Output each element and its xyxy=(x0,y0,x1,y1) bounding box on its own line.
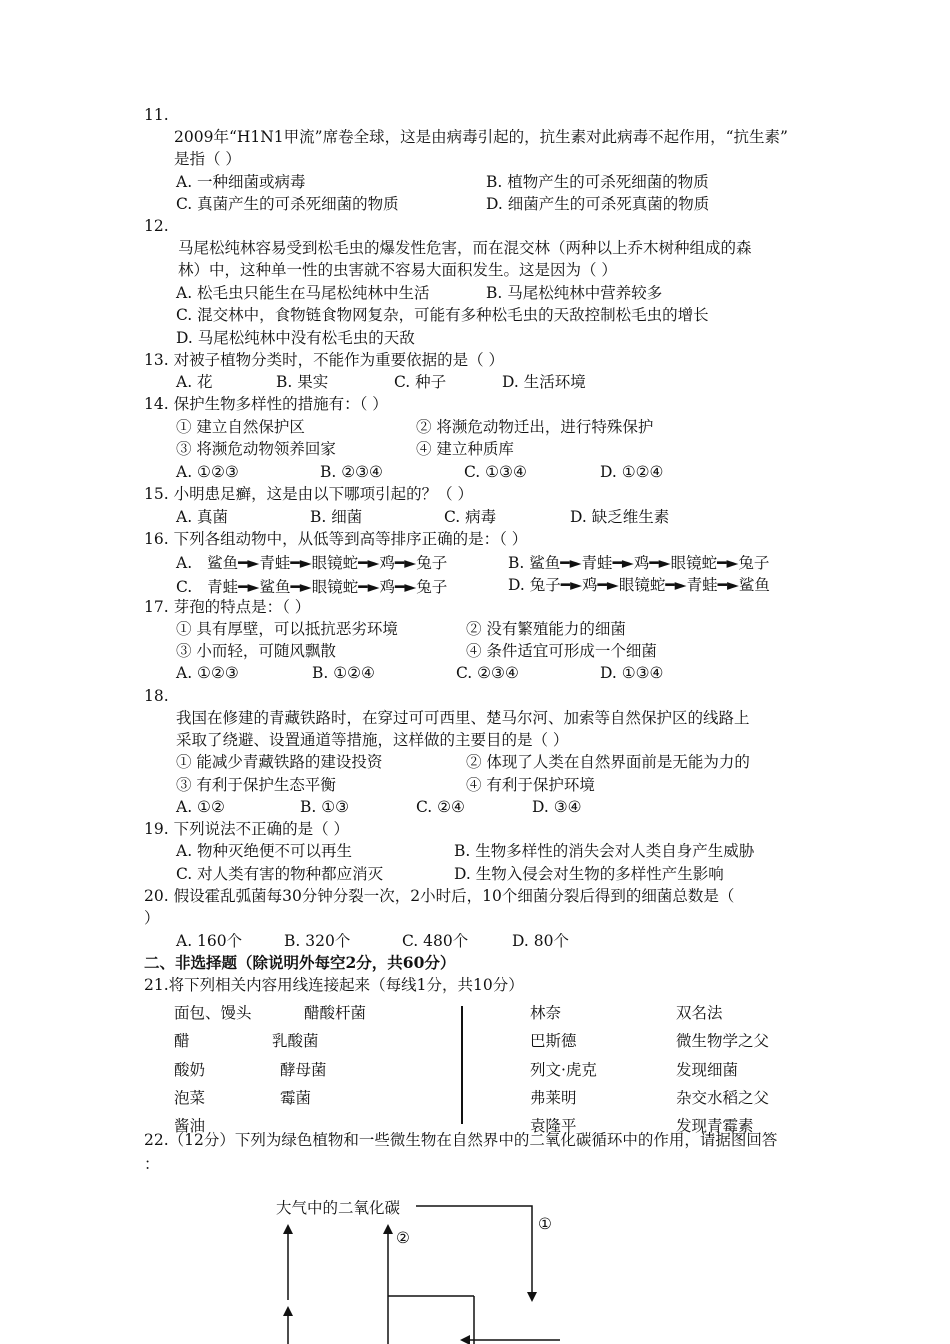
q21-right-col1-item: 弗莱明 xyxy=(530,1089,577,1107)
q16-a-item: 眼镜蛇 xyxy=(311,554,359,572)
q22-stem-line2: ： xyxy=(144,1155,160,1173)
q19-option-c: C. 对人类有害的物种都应消灭 xyxy=(176,865,384,883)
q14-option-d: D. ①②④ xyxy=(600,463,664,481)
arrow-right-icon: ━► xyxy=(597,576,619,594)
q17-option-c: C. ②③④ xyxy=(456,664,519,682)
q16-a-item: 鸡 xyxy=(379,554,395,572)
q11-number: 11. xyxy=(144,106,169,124)
q13-stem: 13. 对被子植物分类时，不能作为重要依据的是（ ） xyxy=(144,351,505,369)
q18-option-c: C. ②④ xyxy=(416,798,465,816)
q18-stem-line1: 我国在修建的青藏铁路时，在穿过可可西里、楚马尔河、加索等自然保护区的线路上 xyxy=(176,709,750,727)
q20-stem-line1: 20. 假设霍乱弧菌每30分钟分裂一次，2小时后，10个细菌分裂后得到的细菌总数是（ xyxy=(144,887,735,905)
q16-a-item: 兔子 xyxy=(416,554,448,572)
q16-c-item: 鲨鱼 xyxy=(259,578,291,596)
q16-b-item: 鸡 xyxy=(633,554,650,572)
q18-option-d: D. ③④ xyxy=(532,798,582,816)
q20-option-c: C. 480个 xyxy=(402,932,469,950)
arrow-right-icon: ━► xyxy=(358,554,380,572)
q12-number: 12. xyxy=(144,217,169,235)
q18-item-2: ② 体现了人类在自然界面前是无能为力的 xyxy=(466,753,750,771)
q16-a-item: 青蛙 xyxy=(259,554,291,572)
q22-stem-line1: 22.（12分）下列为绿色植物和一些微生物在自然界中的二氧化碳循环中的作用，请据图回答 xyxy=(144,1131,778,1149)
q14-option-c: C. ①③④ xyxy=(464,463,527,481)
arrow-right-icon: ━► xyxy=(665,576,687,594)
q21-right-col2-item: 发现青霉素 xyxy=(676,1117,754,1135)
q16-c-item: 青蛙 xyxy=(207,578,239,596)
q14-item-4: ④ 建立种质库 xyxy=(416,440,514,458)
q16-d-label: D. xyxy=(508,576,525,594)
q17-option-a: A. ①②③ xyxy=(176,664,239,682)
arrow-right-icon: ━► xyxy=(560,554,582,572)
q21-left-col1-item: 酱油 xyxy=(174,1117,206,1135)
q16-a-label: A. xyxy=(176,554,193,572)
arrow-right-icon: ━► xyxy=(717,576,739,594)
q21-left-col1-item: 醋 xyxy=(174,1032,190,1050)
q12-option-b: B. 马尾松纯林中营养较多 xyxy=(486,284,663,302)
arrow-right-icon: ━► xyxy=(290,578,312,596)
q16-d-item: 眼镜蛇 xyxy=(618,576,666,594)
q17-stem: 17. 芽孢的特点是：（ ） xyxy=(144,598,311,616)
q11-stem-line1: 2009年“H1N1甲流”席卷全球，这是由病毒引起的，抗生素对此病毒不起作用，“抗生素” xyxy=(174,128,788,146)
q19-option-d: D. 生物入侵会对生物的多样性产生影响 xyxy=(454,865,724,883)
arrow-right-icon: ━► xyxy=(649,554,671,572)
q12-stem-line2: 林）中，这种单一性的虫害就不容易大面积发生。这是因为（ ） xyxy=(178,261,617,279)
q21-left-col1-item: 泡菜 xyxy=(174,1089,206,1107)
q11-option-a: A. 一种细菌或病毒 xyxy=(176,173,306,191)
q21-left-col1-item: 酸奶 xyxy=(174,1061,206,1079)
q21-right-col2-item: 杂交水稻之父 xyxy=(676,1089,770,1107)
arrow-right-icon: ━► xyxy=(612,554,634,572)
diagram-atmosphere-co2: 大气中的二氧化碳 xyxy=(276,1199,401,1217)
q17-item-2: ② 没有繁殖能力的细菌 xyxy=(466,620,626,638)
q15-option-d: D. 缺乏维生素 xyxy=(570,508,670,526)
q16-c-item: 鸡 xyxy=(379,578,396,596)
q21-right-col1-item: 列文·虎克 xyxy=(530,1061,597,1079)
section-heading: 二、非选择题（除说明外每空2分，共60分） xyxy=(144,953,456,972)
q16-d-item: 鸡 xyxy=(582,576,598,594)
q21-left-col2-item: 乳酸菌 xyxy=(272,1032,319,1050)
q18-item-3: ③ 有利于保护生态平衡 xyxy=(176,776,336,794)
q21-left-col2-item: 醋酸杆菌 xyxy=(304,1004,367,1022)
q14-option-a: A. ①②③ xyxy=(176,463,239,481)
q16-c-item: 眼镜蛇 xyxy=(311,578,359,596)
q13-option-c: C. 种子 xyxy=(394,373,447,391)
diagram-label-1: ① xyxy=(538,1215,552,1233)
q12-stem-line1: 马尾松纯林容易受到松毛虫的爆发性危害，而在混交林（两种以上乔木树种组成的森 xyxy=(178,239,752,257)
q18-item-1: ① 能减少青藏铁路的建设投资 xyxy=(176,753,383,771)
arrow-right-icon: ━► xyxy=(395,578,417,596)
q21-right-col2-item: 发现细菌 xyxy=(676,1061,739,1079)
q14-item-1: ① 建立自然保护区 xyxy=(176,418,305,436)
q16-b-item: 青蛙 xyxy=(581,554,613,572)
q11-option-c: C. 真菌产生的可杀死细菌的物质 xyxy=(176,195,399,213)
q11-option-b: B. 植物产生的可杀死细菌的物质 xyxy=(486,173,709,191)
q15-option-c: C. 病毒 xyxy=(444,508,497,526)
q17-option-d: D. ①③④ xyxy=(600,664,664,682)
q18-number: 18. xyxy=(144,687,169,705)
arrow-right-icon: ━► xyxy=(717,554,739,572)
q21-stem: 21.将下列相关内容用线连接起来（每线1分，共10分） xyxy=(144,976,524,994)
q21-left-col2-item: 霉菌 xyxy=(280,1089,312,1107)
q15-option-a: A. 真菌 xyxy=(176,508,229,526)
q16-c-label: C. xyxy=(176,578,193,596)
q16-b-item: 鲨鱼 xyxy=(529,554,561,572)
q20-option-d: D. 80个 xyxy=(512,932,569,950)
q14-stem: 14. 保护生物多样性的措施有：（ ） xyxy=(144,395,388,413)
q12-option-c: C. 混交林中，食物链食物网复杂，可能有多种松毛虫的天敌控制松毛虫的增长 xyxy=(176,306,709,324)
q21-left-col2-item: 酵母菌 xyxy=(280,1061,327,1079)
arrow-right-icon: ━► xyxy=(290,554,312,572)
q18-option-a: A. ①② xyxy=(176,798,225,816)
q18-option-b: B. ①③ xyxy=(300,798,350,816)
q21-right-col2-item: 微生物学之父 xyxy=(676,1032,770,1050)
q21-right-col2-item: 双名法 xyxy=(676,1004,723,1022)
q20-option-b: B. 320个 xyxy=(284,932,351,950)
diagram-arrow-1 xyxy=(416,1206,532,1300)
q19-option-a: A. 物种灭绝便不可以再生 xyxy=(176,842,353,860)
q20-stem-line2: ） xyxy=(144,909,160,927)
q16-a-item: 鲨鱼 xyxy=(207,554,239,572)
q18-item-4: ④ 有利于保护环境 xyxy=(466,776,595,794)
arrow-right-icon: ━► xyxy=(238,554,260,572)
q21-right-col1-item: 巴斯德 xyxy=(530,1032,577,1050)
q13-option-b: B. 果实 xyxy=(276,373,329,391)
q14-option-b: B. ②③④ xyxy=(320,463,383,481)
q21-left-col1-item: 面包、馒头 xyxy=(174,1004,252,1022)
arrow-right-icon: ━► xyxy=(238,578,260,596)
q16-c-item: 兔子 xyxy=(416,578,448,596)
q12-option-d: D. 马尾松纯林中没有松毛虫的天敌 xyxy=(176,329,415,347)
q18-stem-line2: 采取了绕避、设置通道等措施，这样做的主要目的是（ ） xyxy=(176,731,569,749)
arrow-right-icon: ━► xyxy=(394,554,417,572)
arrow-right-icon: ━► xyxy=(560,576,583,594)
arrow-right-icon: ━► xyxy=(358,578,380,596)
q15-stem: 15. 小明患足癣，这是由以下哪项引起的？（ ） xyxy=(144,485,474,503)
q16-b-label: B. xyxy=(508,554,525,572)
q17-item-3: ③ 小而轻，可随风飘散 xyxy=(176,642,336,660)
q19-stem: 19. 下列说法不正确的是（ ） xyxy=(144,820,350,838)
q16-b-item: 眼镜蛇 xyxy=(670,554,718,572)
q17-option-b: B. ①②④ xyxy=(312,664,375,682)
q16-d-item: 青蛙 xyxy=(686,576,718,594)
q16-d-item: 兔子 xyxy=(529,576,561,594)
q17-item-1: ① 具有厚壁，可以抵抗恶劣环境 xyxy=(176,620,398,638)
q21-right-col1-item: 林奈 xyxy=(530,1004,562,1022)
q15-option-b: B. 细菌 xyxy=(310,508,363,526)
q16-stem: 16. 下列各组动物中，从低等到高等排序正确的是：（ ） xyxy=(144,530,528,548)
q20-option-a: A. 160个 xyxy=(176,932,243,950)
q19-option-b: B. 生物多样性的消失会对人类自身产生威胁 xyxy=(454,842,755,860)
q13-option-d: D. 生活环境 xyxy=(502,373,586,391)
q17-item-4: ④ 条件适宜可形成一个细菌 xyxy=(466,642,657,660)
q16-d-item: 鲨鱼 xyxy=(738,576,770,594)
diagram-label-2: ② xyxy=(396,1229,410,1247)
q12-option-a: A. 松毛虫只能生在马尾松纯林中生活 xyxy=(176,284,430,302)
q21-right-col1-item: 袁隆平 xyxy=(530,1117,577,1135)
q14-item-3: ③ 将濒危动物领养回家 xyxy=(176,440,336,458)
q13-option-a: A. 花 xyxy=(176,373,213,391)
q14-item-2: ② 将濒危动物迁出，进行特殊保护 xyxy=(416,418,654,436)
q16-b-item: 兔子 xyxy=(738,554,770,572)
q11-stem-line2: 是指（ ） xyxy=(174,150,241,168)
q11-option-d: D. 细菌产生的可杀死真菌的物质 xyxy=(486,195,710,213)
